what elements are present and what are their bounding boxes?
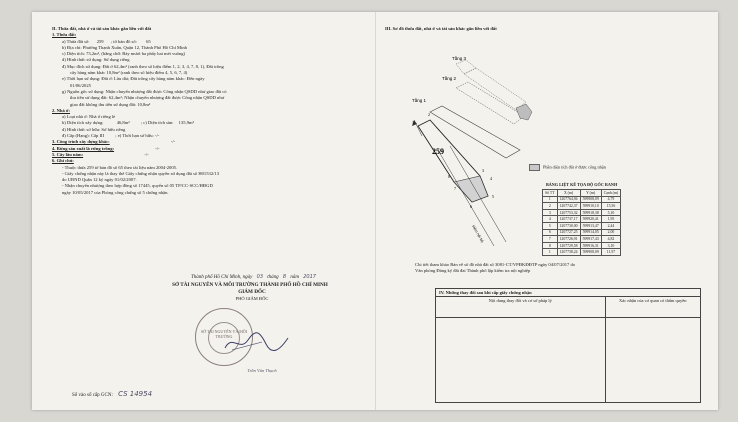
table-cell: 2,44 [601, 222, 620, 229]
table-row [543, 229, 621, 236]
registration-label: Số vào sổ cấp GCN: [72, 393, 113, 398]
floor-area-value: 135,9m² [178, 120, 194, 126]
floor2-footprint [456, 82, 524, 124]
table-cell: 4,82 [601, 236, 620, 243]
sign-month-label: tháng [267, 275, 279, 280]
land-use-form: d) Hình thức sử dụng: Sử dụng riêng [62, 57, 130, 63]
land-origin-3: giao đất không thu tiền sử dụng đất: 10,8m² [70, 101, 151, 107]
table-cell: 1207737,17 [557, 216, 580, 223]
map-sheet-number: 65 [146, 38, 151, 44]
table-cell: 8 [543, 242, 558, 249]
table-row [543, 222, 621, 229]
note-line: - Giấy chứng nhận này là thay thế Giấy chứng nhận quyền sử dụng đất số H01532/13 [62, 170, 219, 176]
map-legend [529, 164, 606, 171]
table-cell: 599914,05 [580, 229, 601, 236]
land-origin-1: g) Nguồn gốc sử dụng: Nhận chuyển nhượng đất được Công nhận QSDD như giao đất có [62, 88, 227, 94]
land-term-1: e) Thời hạn sử dụng: Đất ở: Lâu dài; Đất trồng cây hàng năm khác: Đến ngày [62, 76, 205, 82]
floor3-footprint [456, 60, 476, 74]
changes-content-header: Nội dung thay đổi và cơ sở pháp lý [436, 297, 606, 318]
table-row [543, 209, 621, 216]
table-cell: 599917,43 [580, 236, 601, 243]
note-line: - Thuộc thửa 259 tờ bản đồ số 65 theo tài liệu năm 2004-2005. [62, 164, 178, 170]
land-address: b) Địa chỉ: Phường Thạnh Xuân, Quận 12, Thành Phố Hồ Chí Minh [62, 44, 187, 50]
floor-area-label: ; c) Diện tích sàn: [140, 120, 174, 126]
perennial-value: -/- [144, 151, 149, 157]
house-term: ; e) Thời hạn sở hữu: -/- [115, 133, 160, 139]
point-label: 6 [470, 204, 472, 209]
forest-value: -/- [155, 145, 160, 151]
changes-confirm-cell [605, 318, 700, 403]
issuing-authority: SỞ TÀI NGUYÊN VÀ MÔI TRƯỜNG THÀNH PHỐ HỒ CHÍ MINH [172, 282, 328, 288]
land-purpose-1: đ) Mục đích sử dụng: Đất ở 62,4m² (ranh theo số hiệu điểm 1, 2, 3, 4, 7, 8, 1), Đất trồng [62, 63, 224, 69]
table-cell: 5,10 [601, 209, 620, 216]
coordinate-table [542, 182, 621, 256]
forest-label: 4. Rừng sản xuất là rừng trồng: [52, 145, 115, 151]
perennial-label: 5. Cây lâu năm: [52, 151, 84, 157]
table-cell: 6 [543, 229, 558, 236]
table-row [543, 196, 621, 203]
table-cell: 599908,09 [580, 249, 601, 256]
other-works-label: 3. Công trình xây dựng khác: [52, 139, 110, 145]
table-cell: 4 [543, 216, 558, 223]
floor2-label: Tầng 2 [442, 76, 457, 81]
sign-date-prefix: Thành phố Hồ Chí Minh, ngày [191, 275, 253, 280]
changes-confirm-header: Xác nhận của cơ quan có thẩm quyền [605, 297, 700, 318]
table-header-row [543, 190, 621, 197]
table-cell: 2,00 [601, 229, 620, 236]
point-label: 8 [448, 174, 450, 179]
build-area-value: 46,8m² [116, 120, 130, 126]
changes-blank-row [436, 318, 701, 403]
changes-header-row [436, 297, 701, 318]
table-cell: 1,95 [601, 216, 620, 223]
map-sheet-label: ; tờ bản đồ số: [110, 38, 137, 44]
point-label: 3 [482, 168, 484, 173]
table-row [543, 216, 621, 223]
parcel-label: a) Thửa đất số: [62, 38, 90, 44]
point-label: 4 [490, 176, 492, 181]
table-cell: 1207726,91 [557, 236, 580, 243]
build-area-label: b) Diện tích xây dựng: [62, 120, 104, 126]
parcel-number: 259 [96, 38, 104, 44]
house-heading: 2. Nhà ở: [52, 107, 70, 113]
changes-table [435, 288, 701, 403]
table-cell: 1 [543, 249, 558, 256]
house-grade: đ) Cấp (Hạng): Cấp III [62, 133, 105, 139]
changes-title-row [436, 289, 701, 297]
land-heading: 1. Thửa đất: [52, 32, 77, 38]
road-edge [450, 146, 506, 242]
table-cell: 1207727,25 [557, 229, 580, 236]
signer-name: Trần Văn Thạch [247, 368, 277, 373]
section-iv-title: IV. Những thay đổi sau khi cấp giấy chứng nhận [436, 289, 701, 297]
table-header: Số TT [543, 190, 558, 197]
parcel-number-label: 259 [432, 147, 444, 156]
table-header: Y (m) [580, 190, 601, 197]
signature-scribble [222, 330, 292, 356]
deputy-director-title: PHÓ GIÁM ĐỐC [235, 296, 269, 301]
coordinate-table-title: BẢNG LIỆT KÊ TỌA ĐỘ GÓC RANH [545, 182, 618, 187]
note-line: do UBND Quận 12 ký ngày 01/02/2007. [62, 177, 137, 183]
table-row [543, 203, 621, 210]
house-type: a) Loại nhà ở: Nhà ở riêng lẻ [62, 114, 116, 120]
table-row [543, 236, 621, 243]
land-purpose-2: cây hàng năm khác 10,8m² (ranh theo số hiệu điểm 4, 5, 6, 7, 4) [70, 70, 188, 76]
table-cell: 3,10 [601, 242, 620, 249]
other-works-value: -/- [170, 139, 176, 145]
seal-text: SỞ TÀI NGUYÊN VÀ MÔI TRƯỜNG [200, 329, 248, 339]
sign-date [150, 274, 360, 280]
table-cell: 599916,31 [580, 242, 601, 249]
reference-note-1: Chi tiết tham khảo Bản vẽ số đồ nhà đất số 3081-CT/VPĐKĐĐTP ngày 04/07/2017 do [415, 262, 576, 267]
floor3-label: Tầng 3 [452, 56, 467, 61]
table-row [543, 249, 621, 256]
table-cell: 15,56 [601, 203, 620, 210]
point-label: 2 [428, 112, 430, 117]
legend-label: Phần diện tích đất ở được công nhận [543, 164, 606, 170]
legend-swatch [529, 164, 540, 171]
floor1-label: Tầng 1 [412, 98, 427, 103]
table-cell: 599920,41 [580, 216, 601, 223]
table-cell: 1207753,32 [557, 209, 580, 216]
point-label: 1 [412, 120, 414, 125]
table-cell: 1207742,37 [557, 203, 580, 210]
table-cell: 1207738,24 [557, 249, 580, 256]
table-cell: 7 [543, 236, 558, 243]
road-edge [438, 150, 494, 246]
table-cell: 11,97 [601, 249, 620, 256]
notes-heading: 6. Ghi chú: [52, 158, 74, 164]
sign-year: 2017 [303, 274, 316, 280]
right-page [385, 26, 713, 32]
table-cell: 4,79 [601, 196, 620, 203]
section-iii-title: III. Sơ đồ thửa đất, nhà ở và tài sản khác gắn liền với đất [385, 26, 497, 31]
point-label: 7 [454, 186, 456, 191]
house-ownership: d) Hình thức sở hữu: Sở hữu riêng [62, 126, 126, 132]
table-cell: 599910,10 [580, 203, 601, 210]
table-header: Cạnh (m) [601, 190, 620, 197]
changes-content-cell [436, 318, 606, 403]
table-cell: 1207729,58 [557, 242, 580, 249]
land-origin-2: thu tiền sử dụng đất: 62,4m²; Nhận chuyển nhượng đất được Công nhận QSDD như [70, 95, 225, 101]
table-cell: 2 [543, 203, 558, 210]
reference-note-2: Văn phòng Đăng ký đất đai Thành phố lập kiểm tra nội nghiệp [415, 268, 531, 274]
table-header: X (m) [557, 190, 580, 197]
road-label: Hẻm nội bộ [471, 224, 485, 244]
point-label: 5 [492, 194, 494, 199]
registration-value: CS 14954 [118, 390, 153, 398]
land-area: c) Diện tích: 73,2m², (bằng chữ: Bảy mươi ba phẩy hai mét vuông) [62, 51, 186, 57]
table-cell: 599913,47 [580, 222, 601, 229]
table-cell: 3 [543, 209, 558, 216]
sign-year-label: năm [290, 275, 299, 280]
land-term-2: 01/06/2025 [70, 82, 91, 88]
section-ii-title: II. Thửa đất, nhà ở và tài sản khác gắn liền với đất [52, 26, 152, 31]
table-row [543, 242, 621, 249]
left-page [52, 26, 372, 196]
page-fold [375, 12, 376, 410]
table-cell: 1207764,94 [557, 196, 580, 203]
floor3-body [464, 68, 526, 110]
table-cell: 599918,38 [580, 209, 601, 216]
sign-month: 8 [282, 274, 287, 280]
certificate-sheet [32, 12, 718, 410]
registration-number [72, 390, 152, 398]
note-line: ngày 10/05/2017 của Phòng công chứng số 5 chứng nhận. [62, 189, 169, 195]
reference-note [415, 262, 713, 274]
table-cell: 1207730,00 [557, 222, 580, 229]
note-line: - Nhận chuyển nhượng theo hợp đồng số 17445, quyển số 05 TP/CC-SCC/HĐGD [62, 183, 213, 189]
table-cell: 5 [543, 222, 558, 229]
sign-day: 03 [256, 274, 264, 280]
director-title: GIÁM ĐỐC [238, 289, 266, 295]
residential-area [454, 176, 488, 202]
stair-block [516, 104, 532, 120]
table-cell: 1 [543, 196, 558, 203]
table-cell: 599908,09 [580, 196, 601, 203]
